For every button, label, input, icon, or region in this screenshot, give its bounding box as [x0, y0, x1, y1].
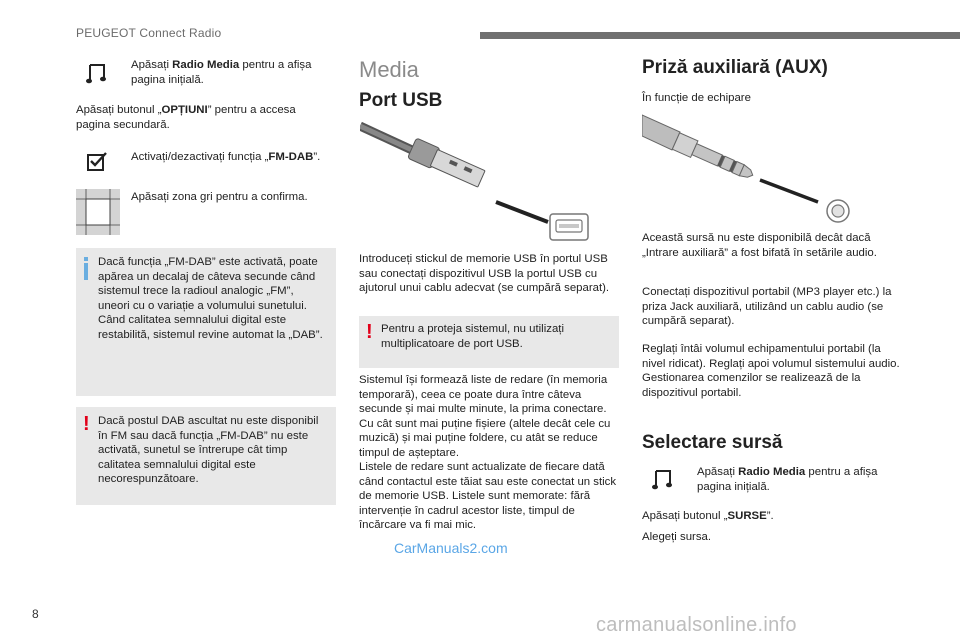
- left-step-radio-media: [131, 58, 331, 87]
- checkbox-icon: [86, 150, 108, 172]
- info-icon: [84, 263, 88, 280]
- bold-text: OPȚIUNI: [161, 104, 208, 116]
- text: Apăsați butonul „: [76, 104, 162, 116]
- aux-paragraph-1: Această sursă nu este disponibilă decât dacă „Intrare auxiliară” a fost bifată în setările audio.: [642, 232, 877, 259]
- text: Activați/dezactivați funcția „: [131, 151, 269, 163]
- music-note-icon: [652, 468, 674, 490]
- text: ” pentru a accesa pagina secundară.: [76, 104, 296, 131]
- info-icon-dot: [84, 257, 88, 261]
- bold-text: FM-DAB: [268, 151, 314, 163]
- usb-plug-illustration: [360, 120, 592, 249]
- left-step-fm-dab: [131, 150, 321, 165]
- aux-jack-illustration: [642, 110, 858, 229]
- usb-paragraph-1: Introduceți stickul de memorie USB în portul USB sau conectați dispozitivul USB la portul USB cu ajutorul unui cablu adecvat (se cumpără separat).: [359, 253, 610, 294]
- text: pentru a afișa pagina inițială.: [131, 59, 312, 86]
- heading-aux: Priză auxiliară (AUX): [642, 57, 828, 78]
- section-title: Media: [359, 57, 419, 82]
- warning-icon: !: [366, 321, 373, 343]
- bold-text: Radio Media: [738, 466, 806, 478]
- aux-subtitle: În funcție de echipare: [642, 92, 751, 104]
- text: Apăsați: [131, 59, 173, 71]
- usb-paragraph-2: Sistemul își formează liste de redare (în memoria temporară), ceea ce poate dura între câteva secunde și mai multe minute, la prima conectare. Cu cât sunt mai puține fișiere (altele decât cele cu muzică) și mai puține foldere, cu atât se reduce timpul de așteptare. Listele de redare sunt actualizate de fiecare dată când contactul este tăiat sau este conectat un stick de memorie USB. Listele sunt memorate: fără intervenție în cadrul acestor liste, timpul de încărcare va fi mai mic.: [359, 374, 617, 531]
- info-text: Dacă funcția „FM-DAB” este activată, poate apărea un decalaj de câteva secunde când sistemul trece la radioul analogic „FM”, uneori cu o variație a volumului sunetului. Când calitatea semnalului digital este restabilită, sistemul revine automat la „DAB”.: [98, 256, 323, 341]
- warning-icon: !: [83, 413, 90, 435]
- aux-paragraph-3: Reglați întâi volumul echipamentului portabil (la nivel ridicat). Reglați apoi volumul sistemului audio. Gestionarea comenzilor se realizează de la dispozitivul portabil.: [642, 343, 900, 399]
- grey-zone-icon: [76, 189, 120, 235]
- left-step-grey-zone: Apăsați zona gri pentru a confirma.: [131, 191, 308, 203]
- text: Apăsați: [697, 466, 739, 478]
- right-step-sources: [642, 509, 897, 524]
- bold-text: Radio Media: [172, 59, 240, 71]
- heading-source-select: Selectare sursă: [642, 432, 783, 453]
- warning-box: [76, 407, 336, 505]
- right-step-choose: Alegeți sursa.: [642, 531, 712, 543]
- right-step-radio-media: [697, 465, 902, 494]
- usb-warning-text: Pentru a proteja sistemul, nu utilizați multiplicatoare de port USB.: [381, 323, 564, 350]
- text: ”.: [766, 510, 774, 522]
- text: ”.: [313, 151, 321, 163]
- bold-text: SURSE: [727, 510, 767, 522]
- heading-usb: Port USB: [359, 90, 443, 111]
- text: Apăsați butonul „: [642, 510, 728, 522]
- warning-text: Dacă postul DAB ascultat nu este disponibil în FM sau dacă funcția „FM-DAB” nu este activată, sunetul se întrerupe cât timp calitatea semnalului digital este necorespunzătoare.: [98, 415, 319, 485]
- page-number: 8: [32, 607, 39, 621]
- text: pentru a afișa pagina inițială.: [697, 466, 878, 493]
- watermark-link[interactable]: CarManuals2.com: [394, 540, 508, 556]
- info-box: [76, 248, 336, 396]
- left-step-options: [76, 103, 331, 132]
- watermark-corner: carmanualsonline.info: [596, 614, 797, 636]
- aux-paragraph-2: Conectați dispozitivul portabil (MP3 player etc.) la priza Jack auxiliară, utilizând un cablu audio (se cumpără separat).: [642, 286, 892, 327]
- header-bar: [480, 32, 960, 39]
- page-header-title: PEUGEOT Connect Radio: [76, 26, 222, 40]
- usb-warning-box: [359, 316, 619, 368]
- music-note-icon: [86, 62, 108, 84]
